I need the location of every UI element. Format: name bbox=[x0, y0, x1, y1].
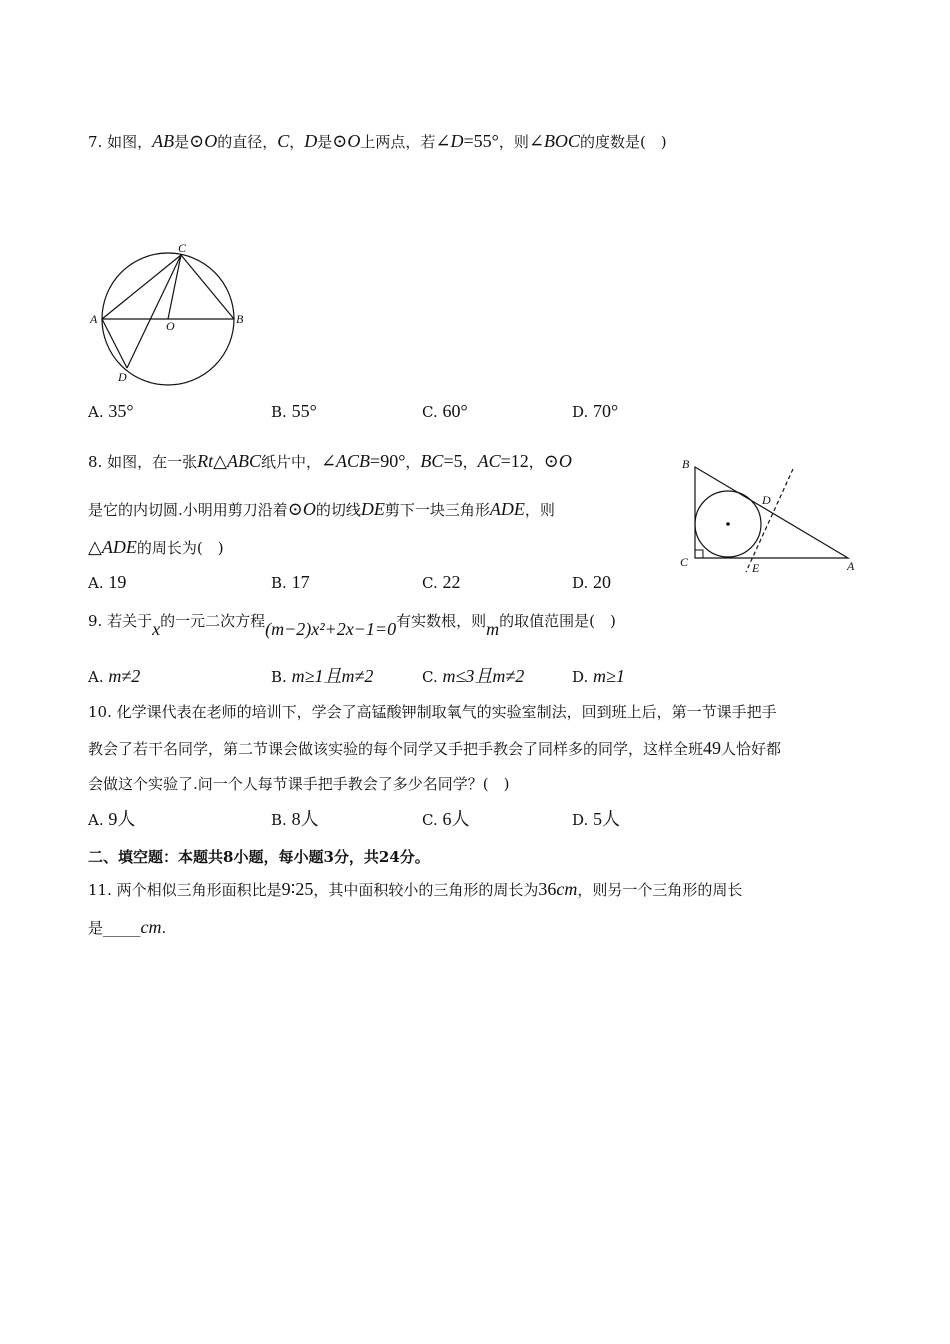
center-dot bbox=[726, 522, 730, 526]
q11-stem-line2: 是_____cm. bbox=[88, 917, 167, 937]
label-d: D bbox=[118, 370, 127, 384]
q9-option-d[interactable]: D. m≥1 bbox=[572, 666, 625, 686]
q10-option-b[interactable]: B. 8人 bbox=[271, 809, 319, 829]
label-b: B bbox=[236, 312, 244, 326]
label-a: A bbox=[847, 559, 855, 573]
label-o: O bbox=[166, 319, 175, 333]
label-c: C bbox=[680, 555, 689, 569]
chord-ac bbox=[102, 255, 181, 319]
q9-option-c[interactable]: C. m≤3且m≠2 bbox=[422, 666, 525, 686]
q10-stem-line3: 会做这个实验了.问一个人每节课手把手教会了多少名同学？( ) bbox=[88, 775, 510, 793]
section-title: 二、填空题：本题共8小题，每小题3分，共24分。 bbox=[88, 848, 430, 866]
q8-option-b[interactable]: B. 17 bbox=[271, 572, 310, 592]
label-a: A bbox=[90, 312, 98, 326]
q8-stem-line1: 8. 如图，在一张Rt△ABC纸片中，∠ACB=90°，BC=5，AC=12，⊙O bbox=[88, 451, 572, 471]
q8-option-a[interactable]: A. 19 bbox=[88, 572, 127, 592]
q7-option-b[interactable]: B. 55° bbox=[271, 401, 317, 421]
q7-circle-figure bbox=[85, 238, 255, 388]
q7-option-a[interactable]: A. 35° bbox=[88, 401, 134, 421]
q10-number: 10. bbox=[88, 703, 112, 721]
label-c: C bbox=[178, 241, 187, 255]
q9-option-a[interactable]: A. m≠2 bbox=[88, 666, 141, 686]
q8-triangle-figure bbox=[676, 454, 866, 579]
q7-number: 7. bbox=[88, 133, 103, 151]
q11-number: 11. bbox=[88, 881, 112, 899]
label-e: E bbox=[752, 561, 760, 575]
triangle-abc bbox=[695, 467, 848, 558]
q10-stem-line1: 10. 化学课代表在老师的培训下，学会了高锰酸钾制取氧气的实验室制法，回到班上后，第一节课手把手 bbox=[88, 703, 777, 721]
q8-option-d[interactable]: D. 20 bbox=[572, 572, 612, 592]
q11-stem-line1: 11. 两个相似三角形面积比是9∶25，其中面积较小的三角形的周长为36cm，则另一个三角形的周长 bbox=[88, 879, 743, 899]
label-d: D bbox=[762, 493, 771, 507]
q11-answer-blank[interactable]: _____ bbox=[103, 919, 141, 937]
q9-stem: 9. 若关于x的一元二次方程(m−2)x²+2x−1=0有实数根，则m的取值范围是( ) bbox=[88, 612, 616, 639]
chord-ad bbox=[102, 319, 127, 368]
q7-stem: 7. 如图，AB是⊙O的直径，C，D是⊙O上两点，若∠D=55°，则∠BOC的度数是( ) bbox=[88, 131, 667, 151]
q9-number: 9. bbox=[88, 612, 103, 630]
q7-option-d[interactable]: D. 70° bbox=[572, 401, 619, 421]
q10-option-d[interactable]: D. 5人 bbox=[572, 809, 621, 829]
q10-stem-line2: 教会了若干名同学，第二节课会做该实验的每个同学又手把手教会了同样多的同学，这样全班49人恰好都 bbox=[88, 738, 782, 758]
q7-option-c[interactable]: C. 60° bbox=[422, 401, 468, 421]
q10-option-c[interactable]: C. 6人 bbox=[422, 809, 470, 829]
right-angle-mark bbox=[695, 550, 703, 558]
q8-number: 8. bbox=[88, 453, 103, 471]
label-b: B bbox=[682, 457, 690, 471]
q9-option-b[interactable]: B. m≥1且m≠2 bbox=[271, 666, 374, 686]
q8-stem-line2: 是它的内切圆.小明用剪刀沿着⊙O的切线DE剪下一块三角形ADE，则 bbox=[88, 499, 555, 519]
q8-stem-line3: △ADE的周长为( ) bbox=[88, 537, 224, 557]
q10-option-a[interactable]: A. 9人 bbox=[88, 809, 136, 829]
q8-option-c[interactable]: C. 22 bbox=[422, 572, 461, 592]
chord-cd bbox=[127, 255, 181, 368]
